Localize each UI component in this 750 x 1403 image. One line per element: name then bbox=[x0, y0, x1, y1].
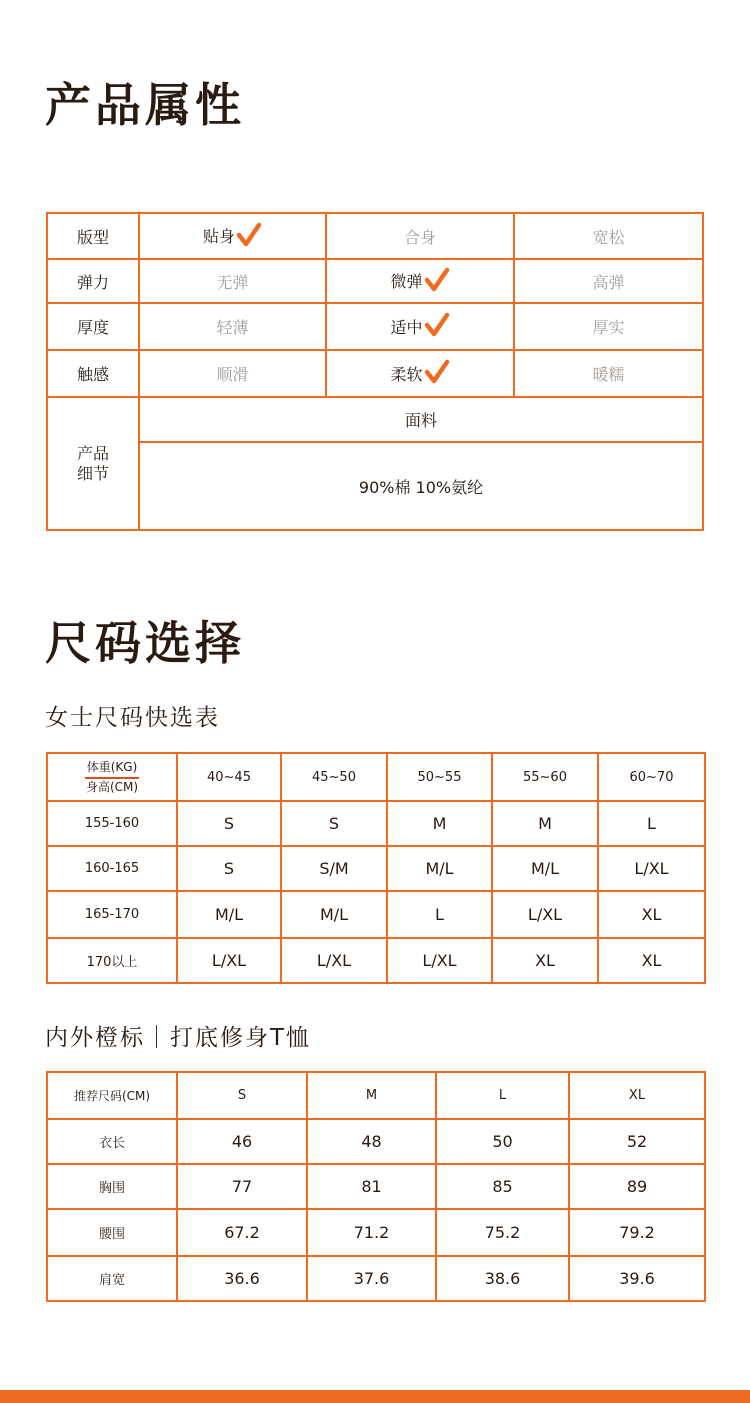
attribute-option-selected: 微弹 bbox=[390, 272, 423, 292]
attribute-option-text: 宽松 bbox=[592, 227, 625, 247]
attribute-option-text: 无弹 bbox=[216, 272, 249, 292]
attribute-option-selected: 适中 bbox=[390, 317, 423, 337]
attribute-row bbox=[47, 350, 703, 397]
section-title-attributes: 产品属性 bbox=[45, 78, 245, 132]
measurement-value: 81 bbox=[307, 1164, 436, 1209]
attribute-option-text: 顺滑 bbox=[216, 365, 249, 384]
size-cell: M/L bbox=[387, 846, 492, 891]
size-cell: S bbox=[177, 846, 281, 891]
attribute-option bbox=[139, 303, 326, 350]
measurement-value: 46 bbox=[177, 1119, 307, 1164]
attribute-option bbox=[326, 350, 514, 397]
weight-header-label: 体重(KG) bbox=[85, 759, 140, 778]
attribute-row bbox=[47, 213, 703, 259]
attribute-option bbox=[326, 259, 514, 303]
height-row-label: 160-165 bbox=[47, 846, 177, 891]
fabric-label: 面料 bbox=[139, 397, 703, 442]
measurement-value: 52 bbox=[569, 1119, 705, 1164]
size-cell: S bbox=[177, 801, 281, 846]
size-cell: M/L bbox=[281, 891, 387, 938]
weight-column-header: 50~55 bbox=[387, 753, 492, 801]
attribute-option-text: 合身 bbox=[403, 227, 436, 247]
measurement-label: 胸围 bbox=[47, 1164, 177, 1209]
measurement-row bbox=[47, 1164, 705, 1209]
fabric-value-row bbox=[47, 442, 703, 530]
attribute-option-text: 厚实 bbox=[592, 318, 625, 337]
attribute-row bbox=[47, 259, 703, 303]
size-column-header: S bbox=[177, 1072, 307, 1119]
section-title-size: 尺码选择 bbox=[45, 616, 245, 670]
height-row-label: 165-170 bbox=[47, 891, 177, 938]
size-cell: M bbox=[387, 801, 492, 846]
measurement-value: 79.2 bbox=[569, 1209, 705, 1256]
size-column-header: L bbox=[436, 1072, 569, 1119]
recommended-size-header: 推荐尺码(CM) bbox=[47, 1072, 177, 1119]
measurement-value: 71.2 bbox=[307, 1209, 436, 1256]
check-icon bbox=[236, 222, 262, 248]
size-cell: L/XL bbox=[492, 891, 598, 938]
attribute-option bbox=[139, 213, 326, 259]
attribute-option-text: 暖糯 bbox=[592, 365, 625, 384]
size-column-header: M bbox=[307, 1072, 436, 1119]
height-header-label: 身高(CM) bbox=[85, 779, 139, 794]
attribute-label: 触感 bbox=[47, 350, 139, 397]
weight-column-header: 40~45 bbox=[177, 753, 281, 801]
measurement-row bbox=[47, 1209, 705, 1256]
measurement-row bbox=[47, 1119, 705, 1164]
women-size-row bbox=[47, 938, 705, 983]
height-row-label: 155-160 bbox=[47, 801, 177, 846]
attribute-option bbox=[139, 350, 326, 397]
measurement-value: 50 bbox=[436, 1119, 569, 1164]
weight-column-header: 45~50 bbox=[281, 753, 387, 801]
women-size-table-title: 女士尺码快选表 bbox=[45, 705, 220, 731]
women-header-row bbox=[47, 753, 705, 801]
product-detail-label: 产品 细节 bbox=[47, 397, 139, 530]
measurement-value: 39.6 bbox=[569, 1256, 705, 1301]
size-cell: XL bbox=[598, 938, 705, 983]
attribute-label: 弹力 bbox=[47, 259, 139, 303]
women-size-row bbox=[47, 801, 705, 846]
measurement-value: 36.6 bbox=[177, 1256, 307, 1301]
check-icon bbox=[424, 312, 450, 338]
attribute-label: 版型 bbox=[47, 213, 139, 259]
attribute-option-selected: 柔软 bbox=[390, 364, 423, 384]
product-size-table-title: 内外橙标｜打底修身T恤 bbox=[45, 1025, 312, 1051]
attributes-table bbox=[46, 212, 704, 531]
measurement-label: 衣长 bbox=[47, 1119, 177, 1164]
women-size-row bbox=[47, 846, 705, 891]
women-size-table bbox=[46, 752, 706, 984]
size-cell: L bbox=[598, 801, 705, 846]
measurement-value: 67.2 bbox=[177, 1209, 307, 1256]
measurement-value: 89 bbox=[569, 1164, 705, 1209]
measurement-row bbox=[47, 1256, 705, 1301]
size-column-header: XL bbox=[569, 1072, 705, 1119]
size-cell: L/XL bbox=[598, 846, 705, 891]
size-cell: L/XL bbox=[387, 938, 492, 983]
measurement-value: 38.6 bbox=[436, 1256, 569, 1301]
attribute-option-text: 轻薄 bbox=[216, 318, 249, 337]
measurement-value: 75.2 bbox=[436, 1209, 569, 1256]
attribute-option bbox=[514, 259, 703, 303]
weight-height-header bbox=[47, 753, 177, 801]
measurement-label: 肩宽 bbox=[47, 1256, 177, 1301]
attribute-row bbox=[47, 303, 703, 350]
size-cell: M/L bbox=[492, 846, 598, 891]
attribute-option bbox=[326, 213, 514, 259]
size-cell: S/M bbox=[281, 846, 387, 891]
height-row-label: 170以上 bbox=[47, 938, 177, 983]
size-cell: S bbox=[281, 801, 387, 846]
attribute-option bbox=[514, 213, 703, 259]
attribute-option bbox=[514, 303, 703, 350]
measurement-label: 腰围 bbox=[47, 1209, 177, 1256]
footer-accent-bar bbox=[0, 1390, 750, 1403]
attribute-option-text: 高弹 bbox=[592, 272, 625, 292]
check-icon bbox=[424, 267, 450, 293]
size-cell: L/XL bbox=[177, 938, 281, 983]
measurement-value: 37.6 bbox=[307, 1256, 436, 1301]
size-cell: M bbox=[492, 801, 598, 846]
fabric-value: 90%棉 10%氨纶 bbox=[139, 442, 703, 530]
size-cell: XL bbox=[492, 938, 598, 983]
size-cell: XL bbox=[598, 891, 705, 938]
weight-column-header: 60~70 bbox=[598, 753, 705, 801]
weight-column-header: 55~60 bbox=[492, 753, 598, 801]
size-cell: L/XL bbox=[281, 938, 387, 983]
measurement-value: 85 bbox=[436, 1164, 569, 1209]
check-icon bbox=[424, 359, 450, 385]
attribute-option-selected: 贴身 bbox=[202, 227, 235, 247]
attribute-option bbox=[514, 350, 703, 397]
measurement-value: 77 bbox=[177, 1164, 307, 1209]
size-cell: M/L bbox=[177, 891, 281, 938]
women-size-row bbox=[47, 891, 705, 938]
product-size-table bbox=[46, 1071, 706, 1302]
product-header-row bbox=[47, 1072, 705, 1119]
fabric-label-row bbox=[47, 397, 703, 442]
measurement-value: 48 bbox=[307, 1119, 436, 1164]
attribute-label: 厚度 bbox=[47, 303, 139, 350]
size-cell: L bbox=[387, 891, 492, 938]
attribute-option bbox=[139, 259, 326, 303]
attribute-option bbox=[326, 303, 514, 350]
